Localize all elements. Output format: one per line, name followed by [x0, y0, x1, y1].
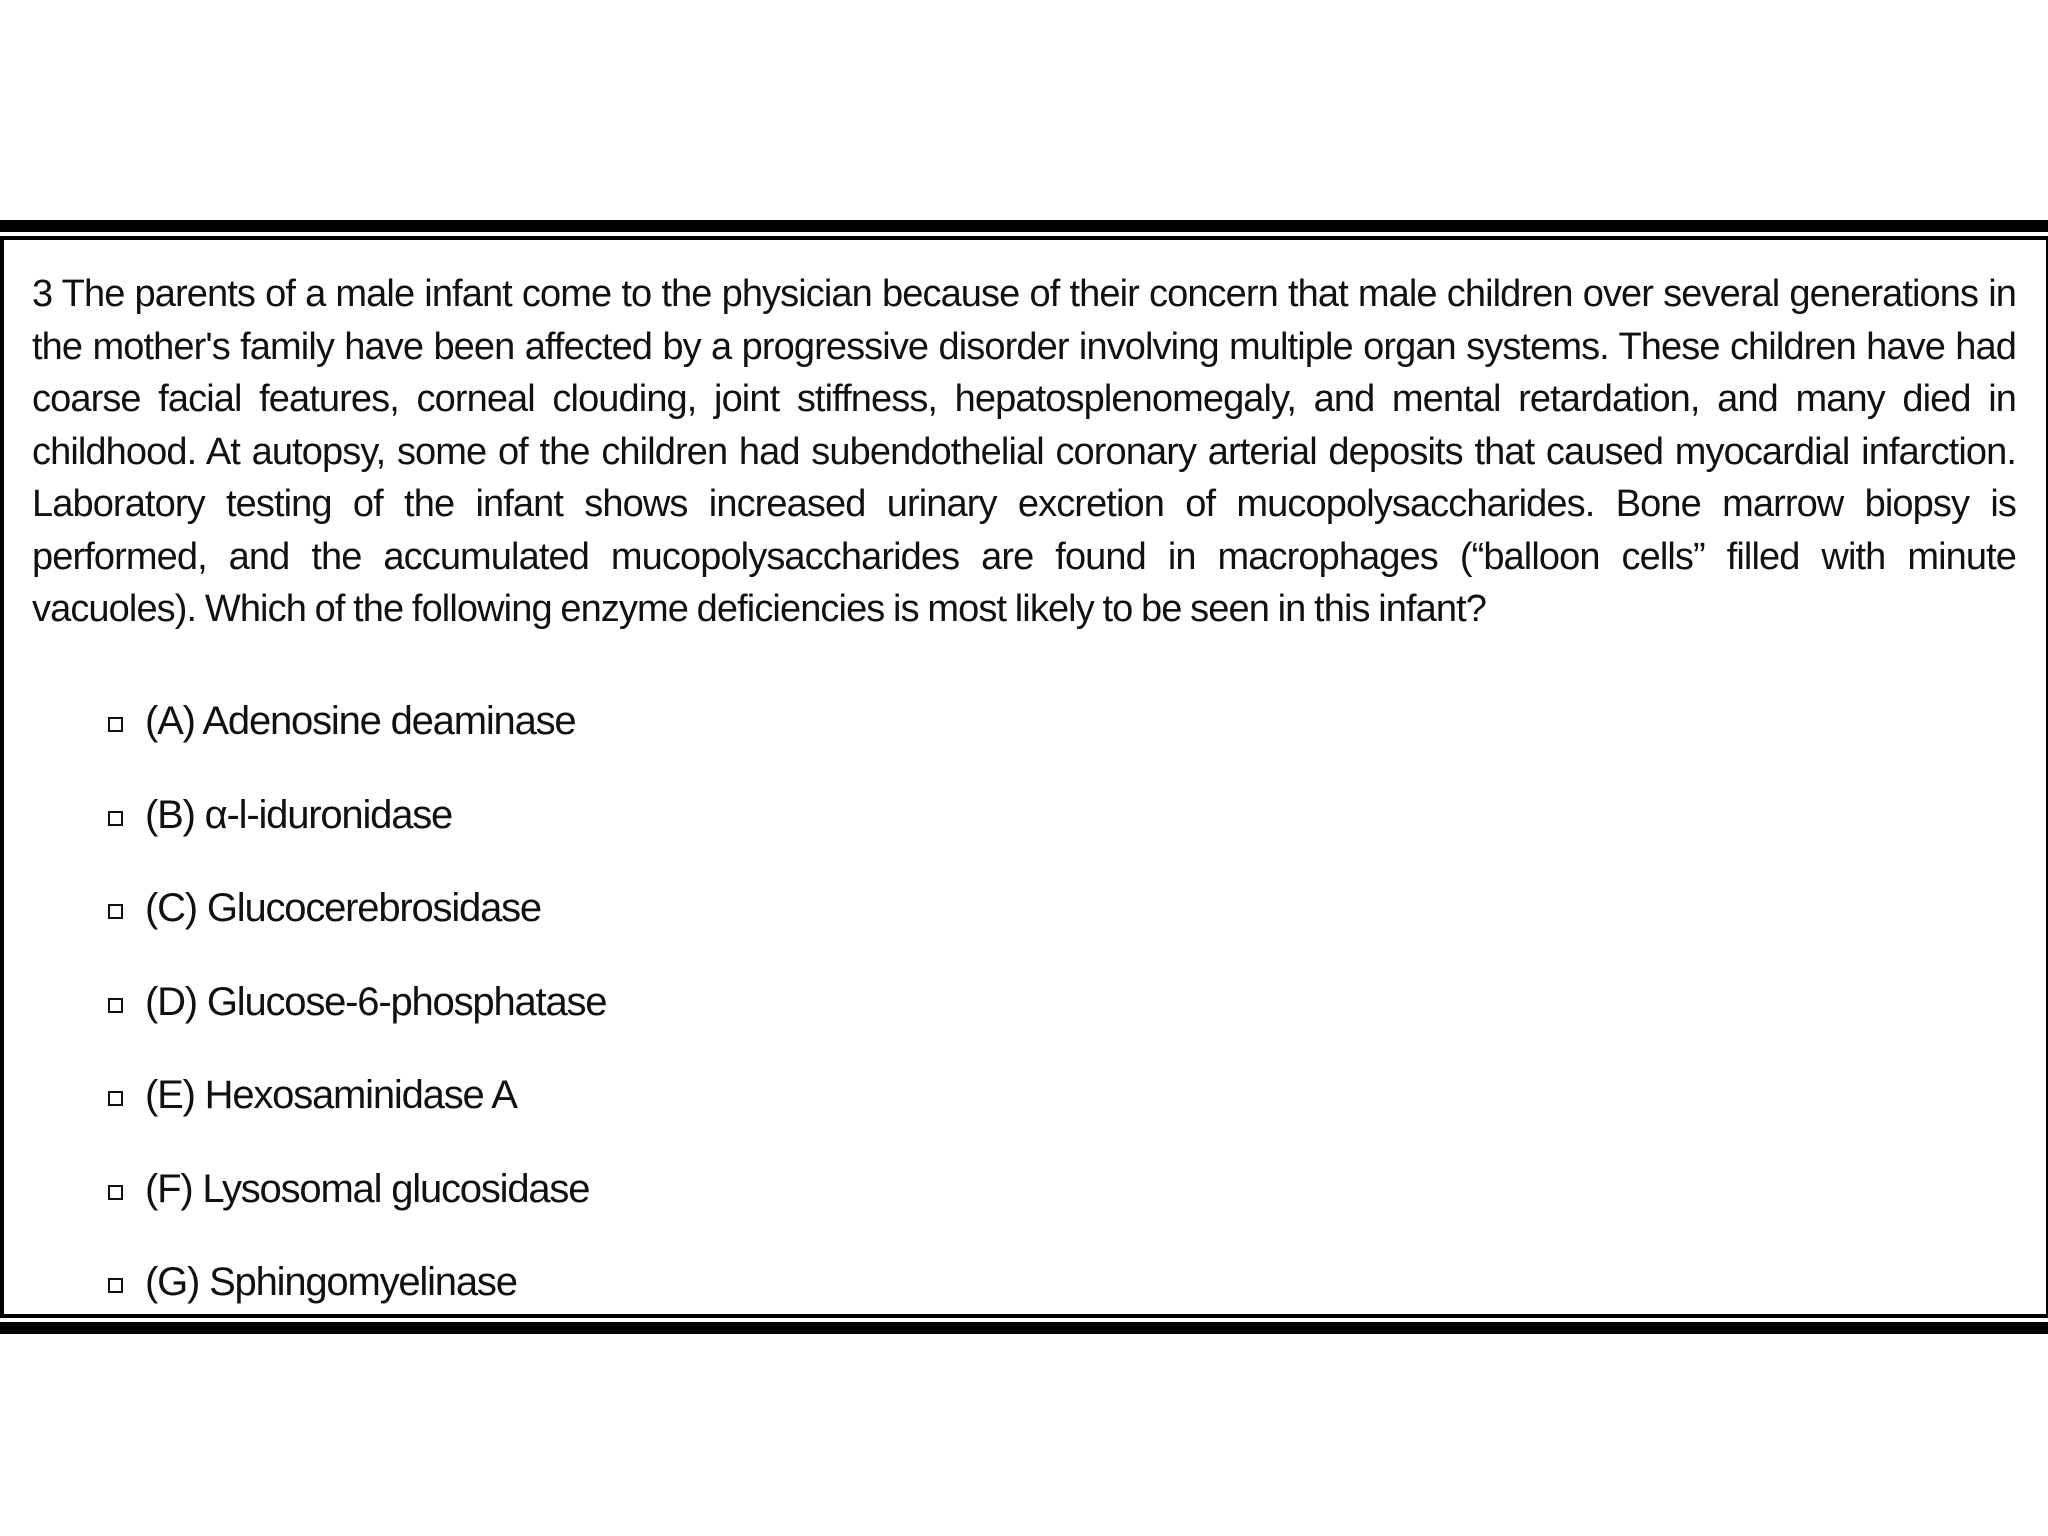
- checkbox-icon[interactable]: [108, 1278, 123, 1293]
- option-a[interactable]: [108, 675, 606, 769]
- option-label: (E) Hexosaminidase A: [145, 1073, 517, 1118]
- checkbox-icon[interactable]: [108, 717, 123, 732]
- checkbox-icon[interactable]: [108, 811, 123, 826]
- checkbox-icon[interactable]: [108, 904, 123, 919]
- checkbox-icon[interactable]: [108, 998, 123, 1013]
- option-d[interactable]: [108, 956, 606, 1050]
- option-label: (B) α-l-iduronidase: [145, 792, 453, 837]
- checkbox-icon[interactable]: [108, 1185, 123, 1200]
- option-label: (F) Lysosomal glucosidase: [145, 1166, 590, 1211]
- option-label: (G) Sphingomyelinase: [145, 1260, 517, 1305]
- option-e[interactable]: [108, 1049, 606, 1143]
- option-c[interactable]: [108, 862, 606, 956]
- answer-options: [108, 675, 606, 1330]
- option-label: (D) Glucose-6-phosphatase: [145, 979, 607, 1024]
- option-b[interactable]: [108, 769, 606, 863]
- option-f[interactable]: [108, 1143, 606, 1237]
- option-label: (C) Glucocerebrosidase: [145, 886, 541, 931]
- question-stem: 3 The parents of a male infant come to the physician because of their concern that male children over several generations in the mother's family have been affected by a progressive disorder involving multiple organ systems. These children have had coarse facial features, corneal clouding, joint stiffness, hepatosplenomegaly, and mental retardation, and many died in childhood. At autopsy, some of the children had subendothelial coronary arterial deposits that caused myocardial infarction. Laboratory testing of the infant shows increased urinary excretion of mucopolysaccharides. Bone marrow biopsy is performed, and the accumulated mucopolysaccharides are found in macrophages (“balloon cells” filled with minute vacuoles). Which of the following enzyme deficiencies is most likely to be seen in this infant?: [32, 273, 2016, 630]
- top-border-thick: [0, 220, 2048, 232]
- option-label: (A) Adenosine deaminase: [145, 699, 576, 744]
- option-g[interactable]: [108, 1236, 606, 1330]
- checkbox-icon[interactable]: [108, 1091, 123, 1106]
